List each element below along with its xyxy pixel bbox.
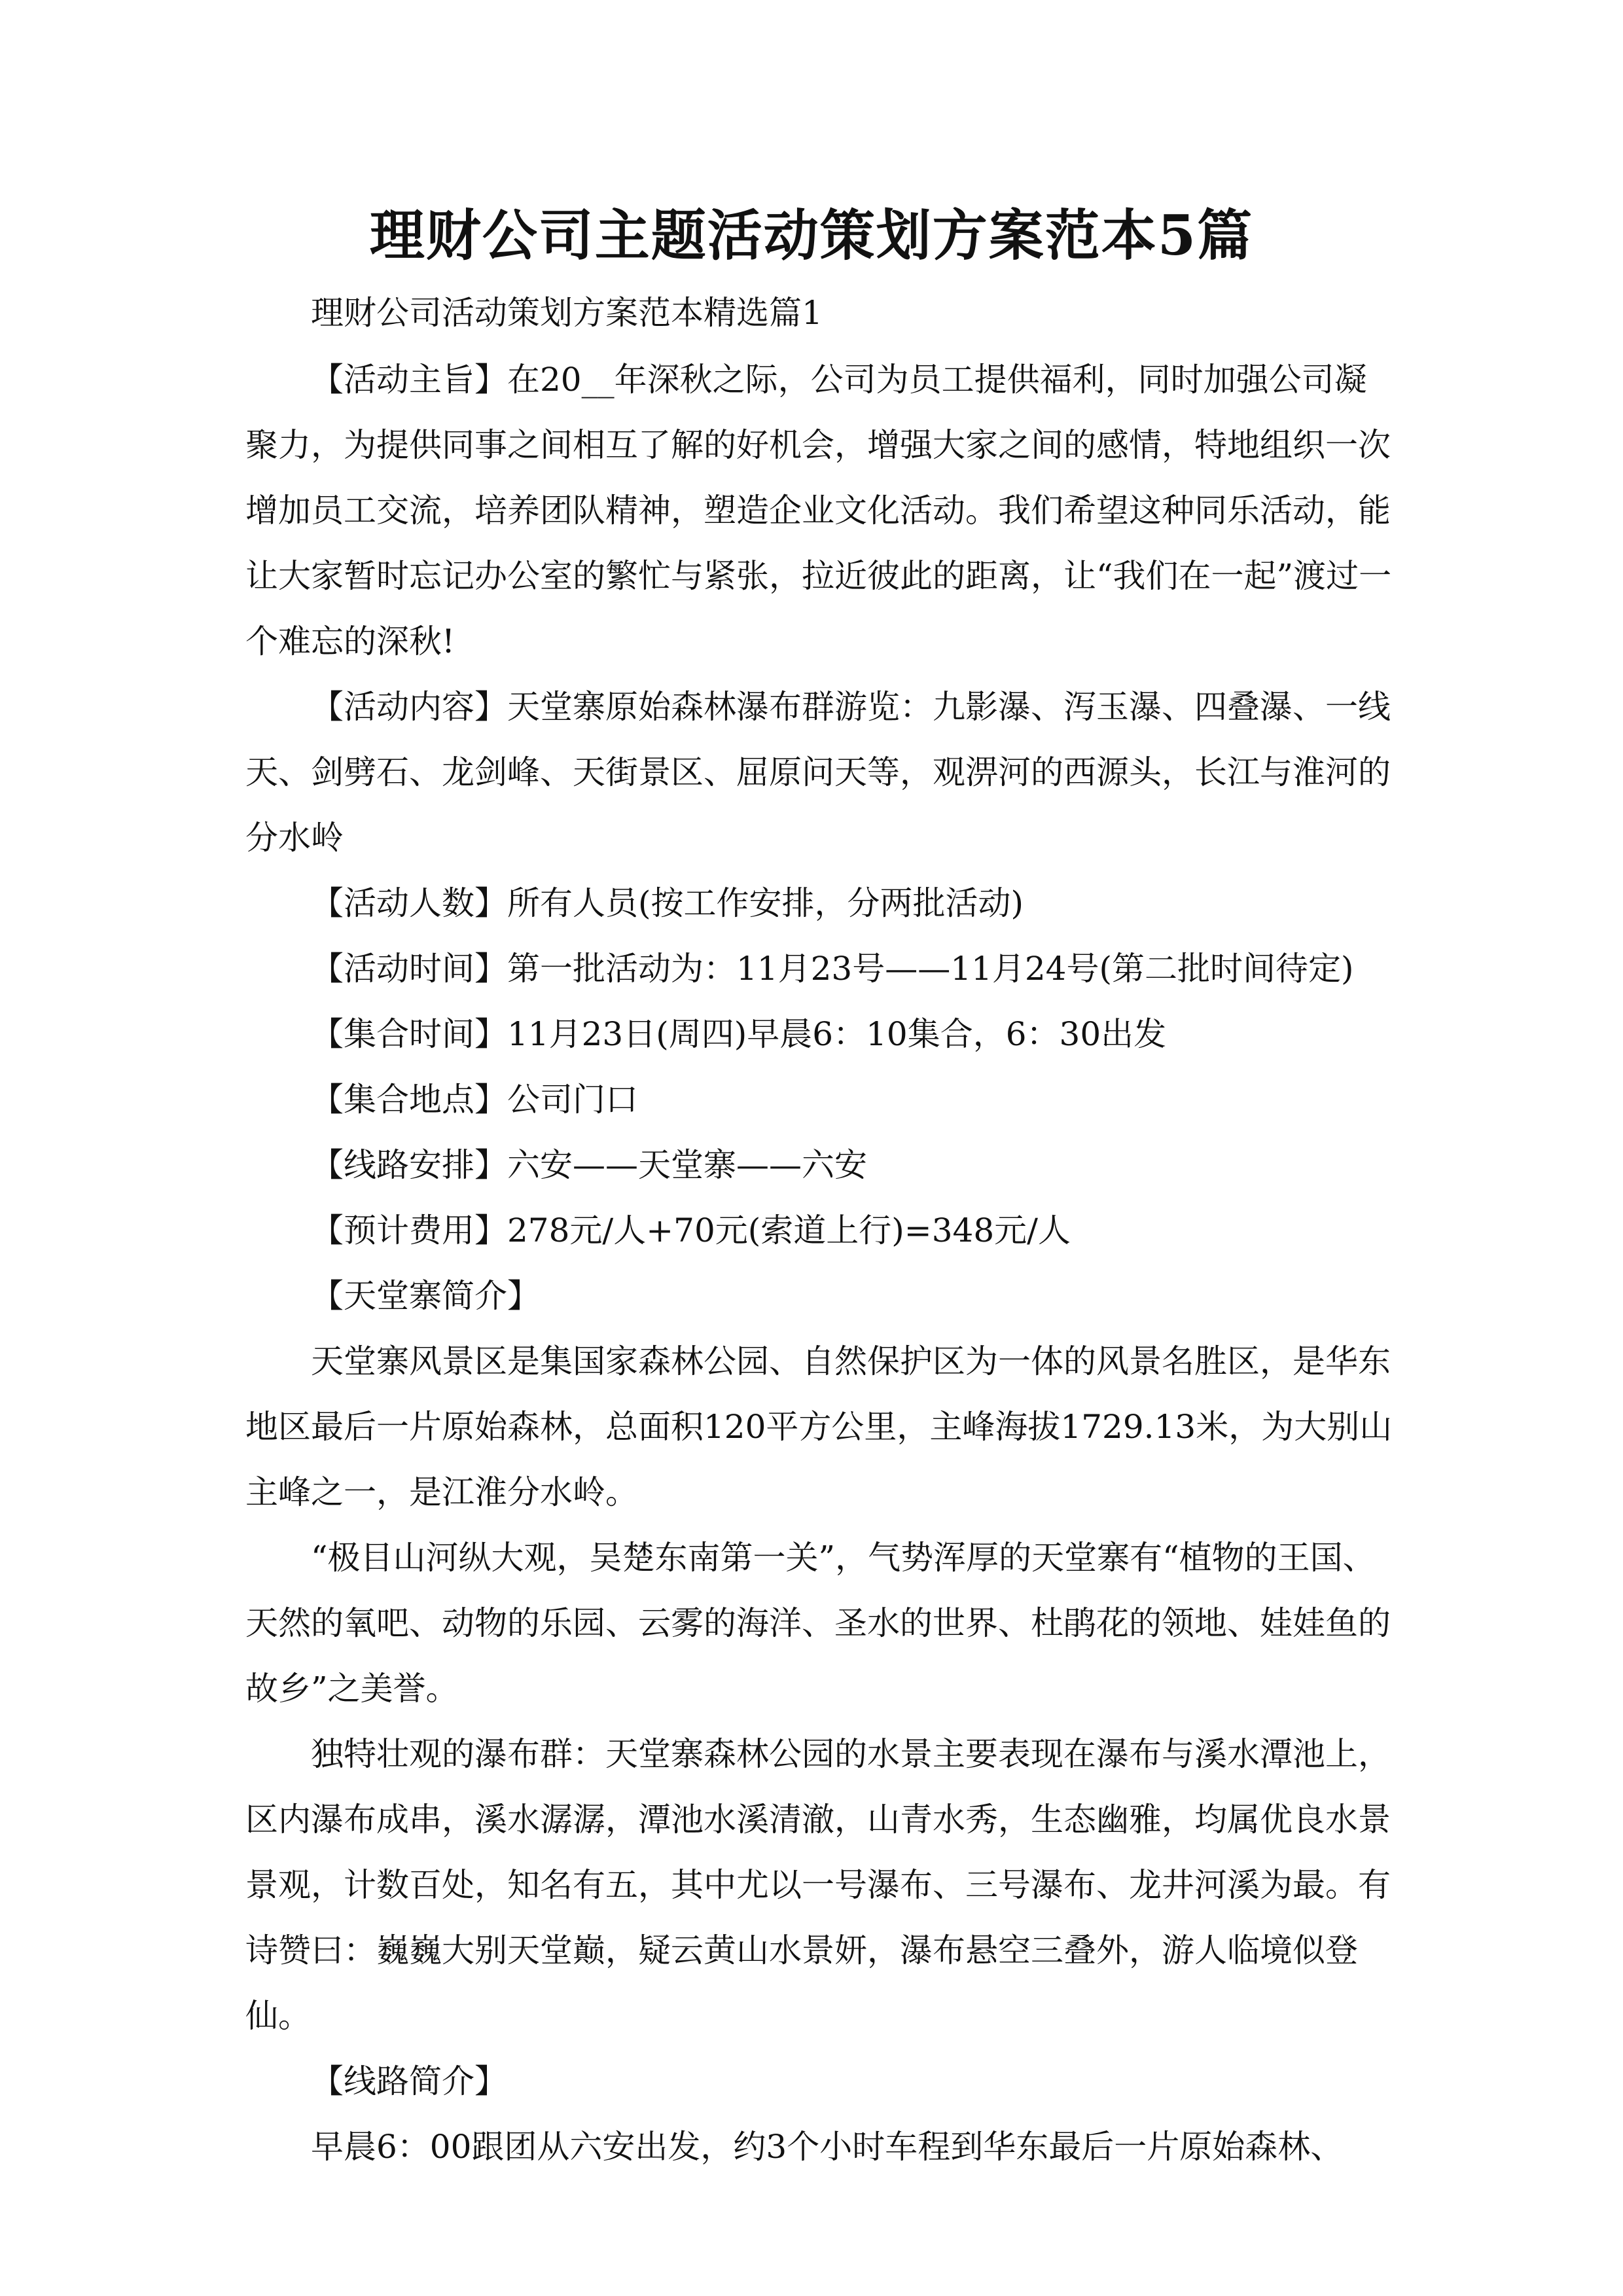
paragraph-route-start: 早晨6：00跟团从六安出发，约3个小时车程到华东最后一片原始森林、	[311, 2128, 1344, 2166]
paragraph-reputation: “极目山河纵大观，吴楚东南第一关”，气势浑厚的天堂寨有“植物的王国、天然的氧吧、动物的乐园、云雾的海洋、圣水的世界、杜鹃花的领地、娃娃鱼的故乡”之美誉。	[245, 1539, 1391, 1708]
document-title: 理财公司主题活动策划方案范本5篇	[369, 203, 1254, 268]
paragraph-activity-time: 【活动时间】第一批活动为：11月23号——11月24号(第二批时间待定)	[311, 950, 1354, 988]
paragraph-activity-purpose: 【活动主旨】在20__年深秋之际，公司为员工提供福利，同时加强公司凝聚力，为提供同事之间相互了解的好机会，增强大家之间的感情，特地组织一次增加员工交流，培养团队精神，塑造企业文化活动。我们希望这种同乐活动，能让大家暂时忘记办公室的繁忙与紧张，拉近彼此的距离，让“我们在一起”渡过一个难忘的深秋!	[245, 361, 1392, 660]
paragraph-assembly-place: 【集合地点】公司门口	[311, 1081, 638, 1119]
heading-route-intro: 【线路简介】	[311, 2062, 507, 2100]
paragraph-estimated-cost: 【预计费用】278元/人+70元(索道上行)=348元/人	[311, 1211, 1071, 1249]
document-body	[245, 347, 1397, 2179]
paragraph-participants: 【活动人数】所有人员(按工作安排，分两批活动)	[311, 884, 1024, 922]
document-subtitle: 理财公司活动策划方案范本精选篇1	[311, 294, 823, 332]
paragraph-activity-content: 【活动内容】天堂寨原始森林瀑布群游览：九影瀑、泻玉瀑、四叠瀑、一线天、剑劈石、龙剑峰、天街景区、屈原问天等，观淠河的西源头，长江与淮河的分水岭	[245, 688, 1391, 857]
heading-tiantangzhai-intro: 【天堂寨简介】	[311, 1277, 540, 1315]
paragraph-waterfalls: 独特壮观的瀑布群：天堂寨森林公园的水景主要表现在瀑布与溪水潭池上，区内瀑布成串，溪水潺潺，潭池水溪清澈，山青水秀，生态幽雅，均属优良水景景观，计数百处，知名有五，其中尤以一号瀑布、三号瀑布、龙井河溪为最。有诗赞曰：巍巍大别天堂巅，疑云黄山水景妍，瀑布悬空三叠外，游人临境似登仙。	[245, 1735, 1391, 2035]
paragraph-route: 【线路安排】六安——天堂寨——六安	[311, 1146, 867, 1184]
paragraph-scenic-area: 天堂寨风景区是集国家森林公园、自然保护区为一体的风景名胜区，是华东地区最后一片原始森林，总面积120平方公里，主峰海拔1729.13米，为大别山主峰之一，是江淮分水岭。	[245, 1342, 1393, 1511]
paragraph-assembly-time: 【集合时间】11月23日(周四)早晨6：10集合，6：30出发	[311, 1015, 1167, 1053]
